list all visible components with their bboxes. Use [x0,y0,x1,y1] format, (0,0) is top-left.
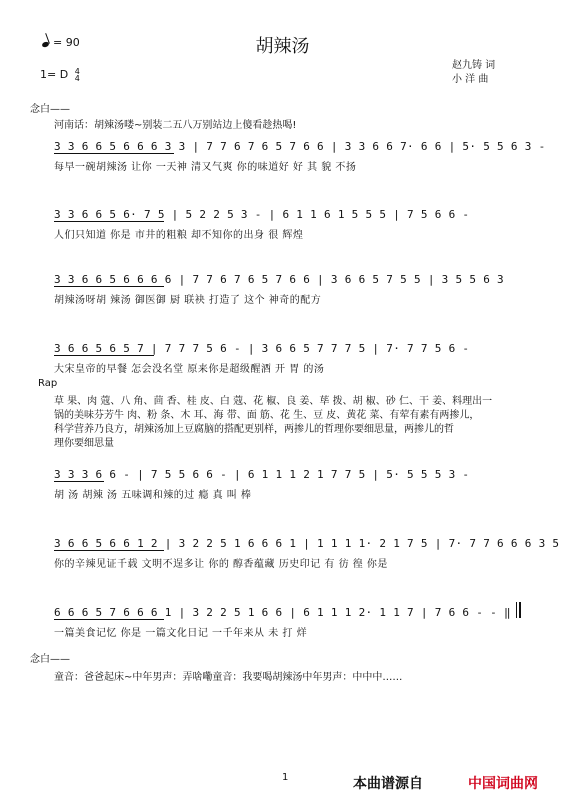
stave-4-beam [54,355,154,356]
stave-5-notes: 3 3 3 6 6 - | 7 5 5 6 6 - | 6 1 1 1 2 1 7 7 5 | 5· 5 5 5 3 - [54,468,470,481]
rap-label: Rap [38,378,58,389]
stave-3-lyrics: 胡辣汤呀胡 辣汤 御医御 厨 联袂 打造了 这个 神奇的配方 [54,295,322,306]
source-label: 本曲谱源自 [353,776,423,792]
intro-text: 河南话：胡辣汤喽~别装二五八万别站边上傻看趁热喝! [54,120,297,131]
time-signature-top: 4 [74,67,80,76]
composer-credit: 小 洋 曲 [452,74,489,85]
rap-line-2: 锅的美味芬芳牛 肉、粉 条、木 耳、海 带、面 筋、花 生、豆 皮、黄花 菜、有荤有素有两掺儿， [54,410,480,421]
page-number: 1 [282,772,289,783]
stave-6-beam [54,550,164,551]
stave-5-lyrics: 胡 汤 胡辣 汤 五味调和辣的过 瘾 真 叫 棒 [54,490,252,501]
stave-6-lyrics: 你的辛辣见证千载 文明不逞多让 你的 醇香蕴藏 历史印记 有 彷 徨 你是 [54,559,388,570]
stave-5-beam [54,481,104,482]
stave-7-notes: 6 6 6 5 7 6 6 6 1 | 3 2 2 5 1 6 6 | 6 1 1 1 2· 1 1 7 | 7 6 6 - - ‖ [54,606,511,619]
stave-1-beam [54,153,174,154]
final-barline-thick [519,602,521,618]
intro-label: 念白—— [30,104,70,115]
rap-line-1: 草 果、肉 蔻、八 角、茴 香、桂 皮、白 蔻、花 椒、良 姜、荜 拨、胡 椒、砂 仁、干 姜、料理出一 [54,396,493,407]
stave-2-notes: 3 3 6 6 5 6· 7 5 | 5 2 2 5 3 - | 6 1 1 6 1 5 5 5 | 7 5 6 6 - [54,208,470,221]
stave-6-notes: 3 6 6 5 6 6 1 2 | 3 2 2 5 1 6 6 6 1 | 1 1 1 1· 2 1 7 5 | 7· 7 7 6 6 6 3 5 [54,537,560,550]
stave-7-lyrics: 一篇美食记忆 你是 一篇文化日记 一千年来从 未 打 烊 [54,628,308,639]
outro-text: 童音：爸爸起床~中年男声：弄啥嘞童音：我要喝胡辣汤中年男声：中中中…… [54,672,403,683]
final-barline [516,602,517,618]
quarter-note-icon [41,41,49,48]
lyricist-credit: 赵九铸 词 [452,60,496,71]
rap-line-3: 科学营养乃良方，胡辣汤加上豆腐脑的搭配更别样，两掺儿的哲理你要细思量，两掺儿的哲 [54,424,454,435]
stave-2-lyrics: 人们只知道 你是 市井的粗粮 却不知你的出身 很 辉煌 [54,230,304,241]
stave-3-notes: 3 3 6 6 5 6 6 6 6 | 7 7 6 7 6 5 7 6 6 | 3 6 6 5 7 5 5 | 3 5 5 6 3 [54,273,504,286]
tempo-marking [42,36,80,49]
key-signature [40,68,80,82]
stave-3-beam [54,286,164,287]
stave-4-notes: 3 6 6 5 6 5 7 | 7 7 7 5 6 - | 3 6 6 5 7 7 7 5 | 7· 7 7 5 6 - [54,342,470,355]
key-value: 1= D [40,68,69,81]
tempo-value: = 90 [53,36,80,49]
site-name[interactable]: 中国词曲网 [468,776,538,792]
outro-label: 念白—— [30,654,70,665]
time-signature [75,68,80,82]
stave-4-lyrics: 大宋皇帝的早餐 怎会没名堂 原来你是超级醒酒 开 胃 的汤 [54,364,325,375]
song-title: 胡辣汤 [255,36,310,57]
stave-1-notes: 3 3 6 6 5 6 6 6 3 3 | 7 7 6 7 6 5 7 6 6 | 3 3 6 6 7· 6 6 | 5· 5 5 6 3 - [54,140,546,153]
stave-1-lyrics: 每早一碗胡辣汤 让你 一天神 清又气爽 你的味道好 好 其 貌 不扬 [54,162,357,173]
rap-line-4: 理你要细思量 [54,438,114,449]
stave-7-beam [54,619,164,620]
time-signature-bottom: 4 [74,74,80,83]
stave-2-beam [54,221,164,222]
